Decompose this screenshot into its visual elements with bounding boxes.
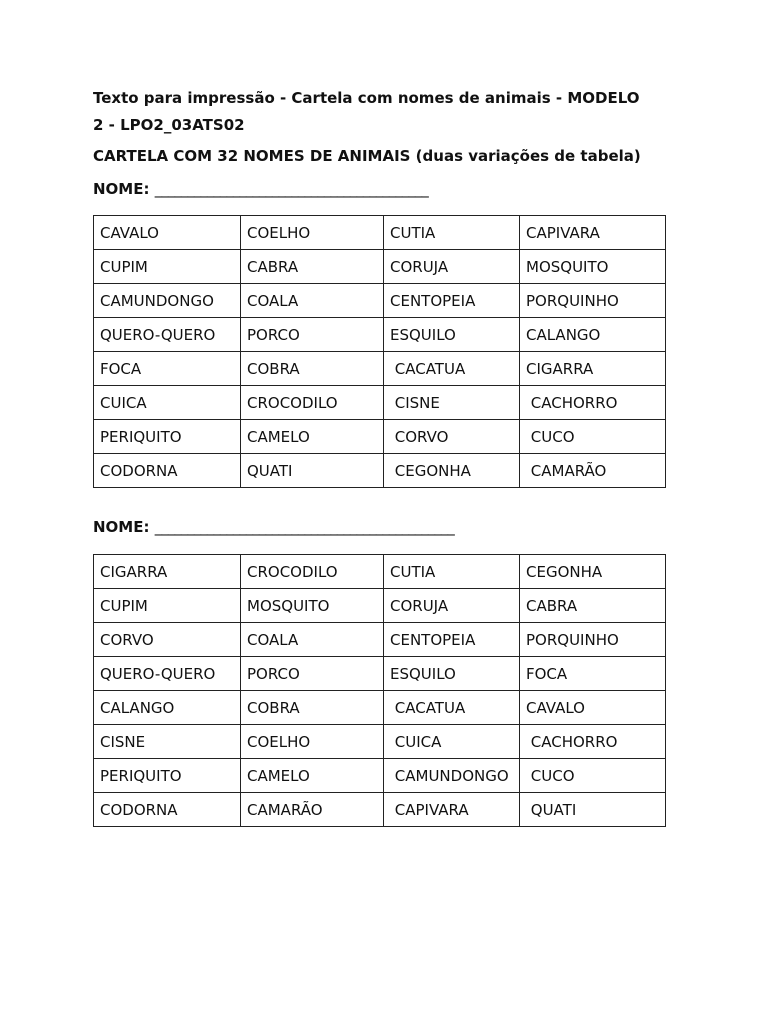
animal-name-cell: PERIQUITO	[94, 759, 241, 793]
name-blank-line: ______________________________________________	[154, 518, 454, 536]
name-label: NOME:	[93, 518, 150, 536]
animal-name-cell: CACATUA	[384, 691, 520, 725]
animal-name-cell: CAMELO	[241, 759, 384, 793]
animal-name-cell: CUCO	[520, 420, 666, 454]
animal-name-cell: MOSQUITO	[520, 250, 666, 284]
animal-name-cell: PORQUINHO	[520, 284, 666, 318]
animal-name-cell: CABRA	[241, 250, 384, 284]
table-row	[94, 420, 666, 454]
table-row	[94, 250, 666, 284]
table-row	[94, 623, 666, 657]
animal-name-cell: QUERO-QUERO	[94, 657, 241, 691]
animal-name-cell: COBRA	[241, 691, 384, 725]
animal-name-cell: CORUJA	[384, 589, 520, 623]
animal-name-cell: FOCA	[520, 657, 666, 691]
animal-name-cell: COBRA	[241, 352, 384, 386]
animal-name-cell: CIGARRA	[520, 352, 666, 386]
animal-name-cell: CENTOPEIA	[384, 623, 520, 657]
animal-names-table-2	[93, 554, 666, 827]
table-row	[94, 759, 666, 793]
animal-name-cell: CEGONHA	[520, 555, 666, 589]
name-blank-line: __________________________________________	[154, 180, 428, 198]
animal-name-cell: CROCODILO	[241, 386, 384, 420]
animal-name-cell: CACATUA	[384, 352, 520, 386]
animal-name-cell: PORQUINHO	[520, 623, 666, 657]
name-field-2	[93, 516, 454, 538]
table-row	[94, 555, 666, 589]
animal-name-cell: CAMUNDONGO	[94, 284, 241, 318]
animal-name-cell: FOCA	[94, 352, 241, 386]
animal-name-cell: CUTIA	[384, 555, 520, 589]
table-row	[94, 216, 666, 250]
table-row	[94, 454, 666, 488]
animal-name-cell: CABRA	[520, 589, 666, 623]
animal-name-cell: CALANGO	[520, 318, 666, 352]
animal-name-cell: CAMUNDONGO	[384, 759, 520, 793]
animal-name-cell: ESQUILO	[384, 657, 520, 691]
animal-name-cell: PERIQUITO	[94, 420, 241, 454]
table-row	[94, 657, 666, 691]
animal-name-cell: CAVALO	[520, 691, 666, 725]
animal-name-cell: CUICA	[94, 386, 241, 420]
name-field-1	[93, 178, 428, 200]
animal-name-cell: CISNE	[384, 386, 520, 420]
animal-name-cell: CAPIVARA	[520, 216, 666, 250]
animal-name-cell: CORVO	[384, 420, 520, 454]
table-row	[94, 352, 666, 386]
animal-name-cell: COALA	[241, 284, 384, 318]
animal-name-cell: PORCO	[241, 657, 384, 691]
animal-name-cell: CAVALO	[94, 216, 241, 250]
animal-name-cell: COELHO	[241, 725, 384, 759]
animal-name-cell: QUERO-QUERO	[94, 318, 241, 352]
table-row	[94, 386, 666, 420]
animal-name-cell: CENTOPEIA	[384, 284, 520, 318]
animal-name-cell: CAPIVARA	[384, 793, 520, 827]
animal-name-cell: CORVO	[94, 623, 241, 657]
animal-name-cell: CACHORRO	[520, 725, 666, 759]
animal-name-cell: CISNE	[94, 725, 241, 759]
table-row	[94, 691, 666, 725]
animal-name-cell: CODORNA	[94, 793, 241, 827]
animal-name-cell: CUPIM	[94, 250, 241, 284]
animal-name-cell: MOSQUITO	[241, 589, 384, 623]
table-row	[94, 725, 666, 759]
document-subtitle: CARTELA COM 32 NOMES DE ANIMAIS (duas variações de tabela)	[93, 147, 641, 165]
animal-name-cell: CUPIM	[94, 589, 241, 623]
animal-name-cell: CIGARRA	[94, 555, 241, 589]
animal-name-cell: COELHO	[241, 216, 384, 250]
animal-name-cell: QUATI	[520, 793, 666, 827]
animal-name-cell: QUATI	[241, 454, 384, 488]
animal-names-table-1	[93, 215, 666, 488]
animal-name-cell: CUICA	[384, 725, 520, 759]
animal-name-cell: CAMELO	[241, 420, 384, 454]
animal-name-cell: CUTIA	[384, 216, 520, 250]
animal-name-cell: CACHORRO	[520, 386, 666, 420]
animal-name-cell: CORUJA	[384, 250, 520, 284]
table-row	[94, 589, 666, 623]
animal-name-cell: CUCO	[520, 759, 666, 793]
animal-name-cell: COALA	[241, 623, 384, 657]
animal-name-cell: CAMARÃO	[241, 793, 384, 827]
animal-name-cell: PORCO	[241, 318, 384, 352]
animal-name-cell: CAMARÃO	[520, 454, 666, 488]
animal-name-cell: CODORNA	[94, 454, 241, 488]
document-title: Texto para impressão - Cartela com nomes de animais - MODELO 2 - LPO2_03ATS02	[93, 89, 640, 134]
animal-name-cell: CEGONHA	[384, 454, 520, 488]
table-row	[94, 284, 666, 318]
animal-name-cell: CALANGO	[94, 691, 241, 725]
table-row	[94, 793, 666, 827]
animal-name-cell: CROCODILO	[241, 555, 384, 589]
table-row	[94, 318, 666, 352]
animal-name-cell: ESQUILO	[384, 318, 520, 352]
name-label: NOME:	[93, 180, 150, 198]
